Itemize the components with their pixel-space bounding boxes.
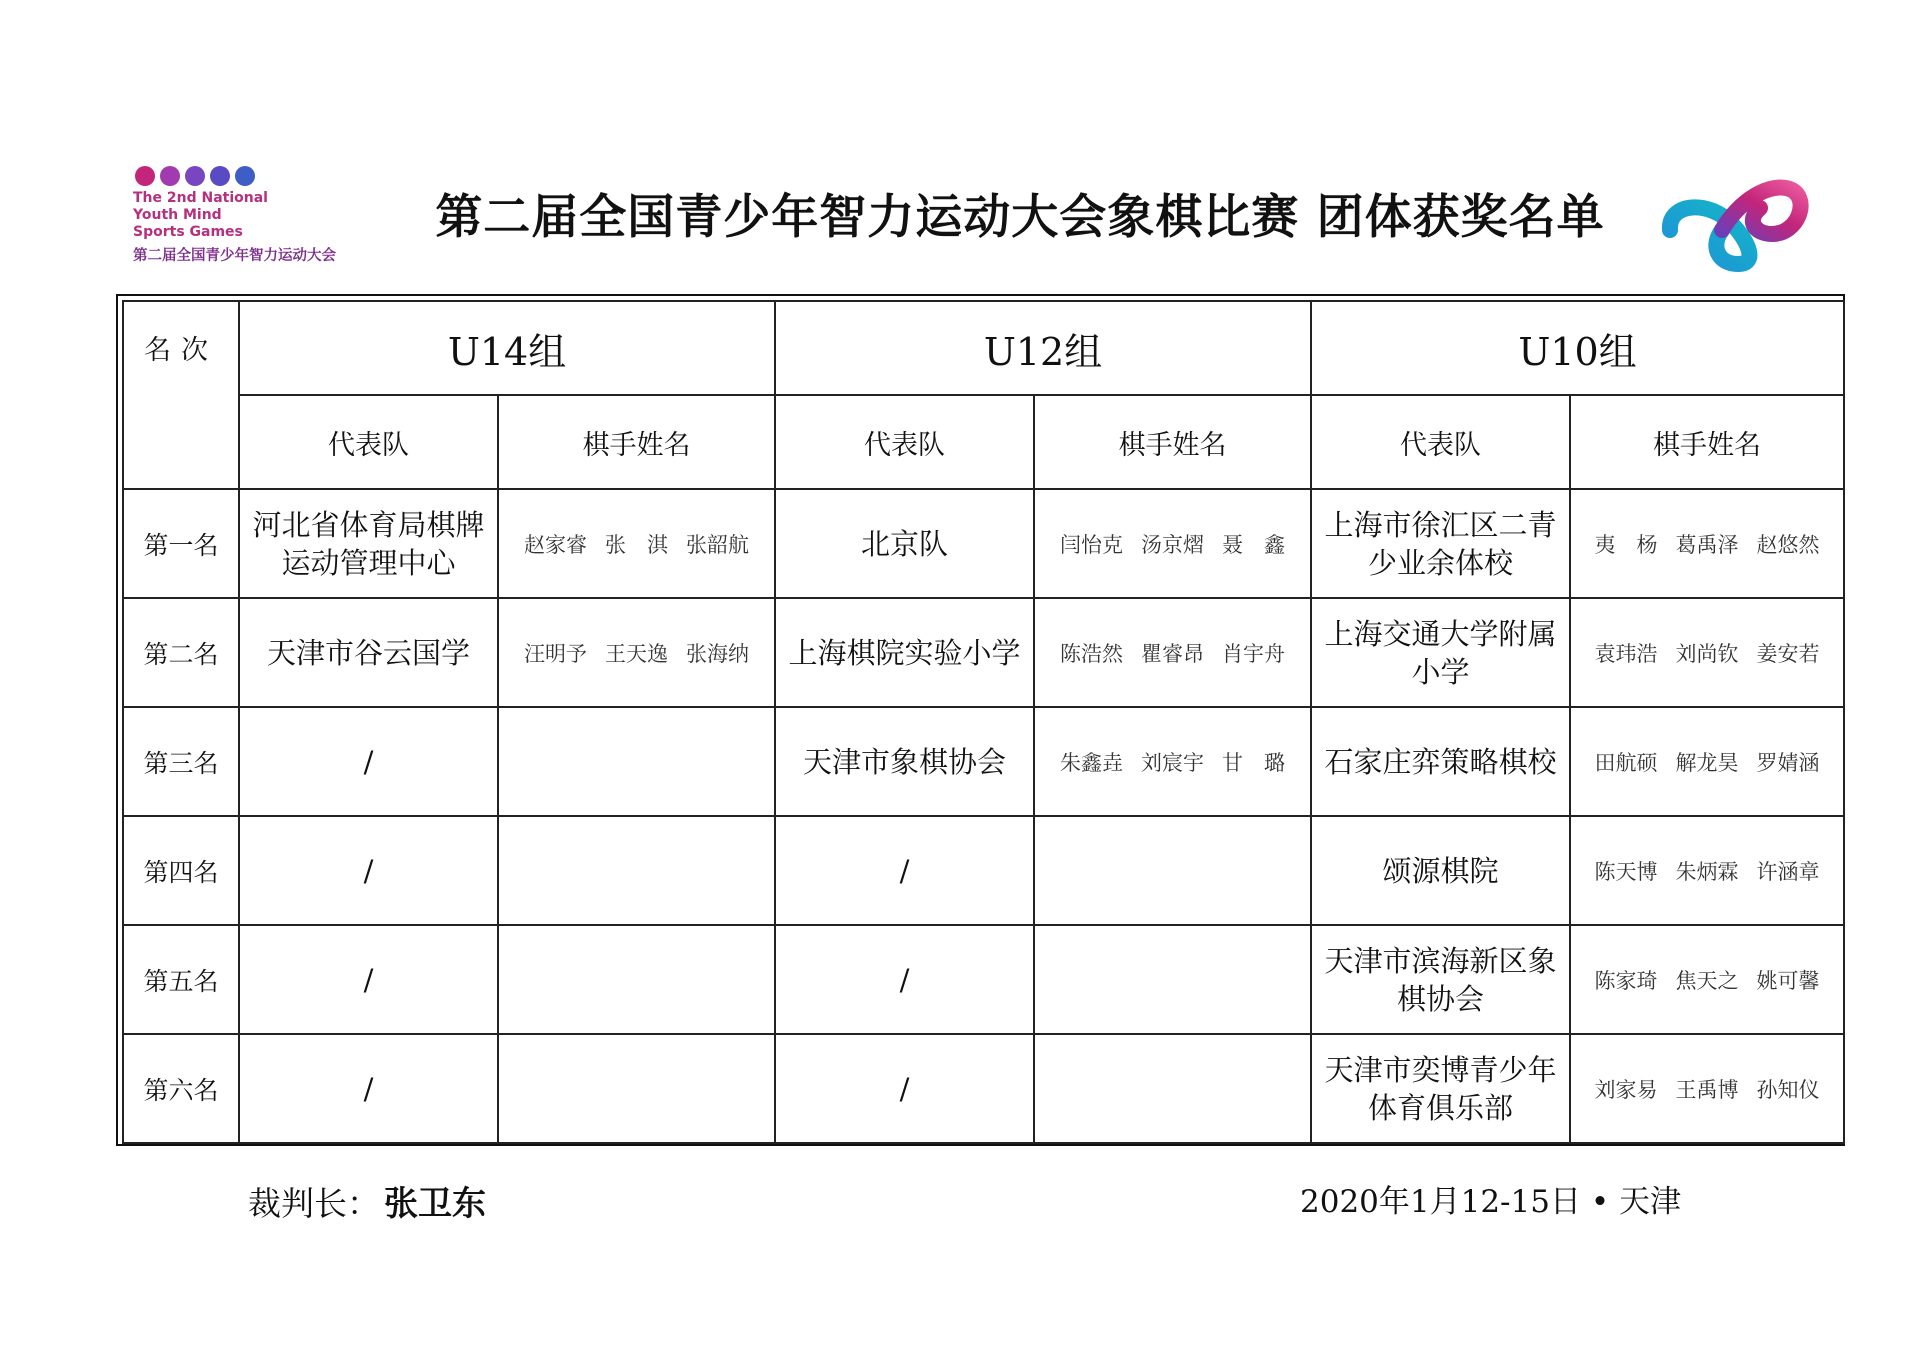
players-cell [498, 707, 775, 816]
player-name: 许涵章 [1756, 859, 1820, 884]
players-cell [1034, 598, 1311, 707]
group-header-row [123, 301, 1844, 395]
team-header: 代表队 [239, 395, 498, 489]
referee-label: 裁判长： [248, 1184, 380, 1223]
player-name: 刘家易 [1594, 1077, 1658, 1102]
player-name: 朱炳霖 [1675, 859, 1739, 884]
event-date-place: 2020年1月12-15日 • 天津 [1300, 1184, 1681, 1220]
team-cell: 北京队 [775, 489, 1034, 598]
players-cell [498, 598, 775, 707]
players-cell [1034, 925, 1311, 1034]
player-name: 瞿睿昂 [1141, 641, 1205, 666]
referee-name: 张卫东 [384, 1184, 486, 1224]
player-name: 罗婧涵 [1756, 750, 1820, 775]
games-logo [133, 166, 393, 286]
team-cell: 上海交通大学附属小学 [1311, 598, 1570, 707]
rank-cell: 第六名 [123, 1034, 239, 1143]
table-row [123, 816, 1844, 925]
player-name: 孙知仪 [1756, 1077, 1820, 1102]
player-name: 姚可馨 [1756, 968, 1820, 993]
players-cell [1034, 707, 1311, 816]
player-name: 汤京熠 [1141, 532, 1205, 557]
team-cell: 天津市奕博青少年体育俱乐部 [1311, 1034, 1570, 1143]
team-cell: / [775, 816, 1034, 925]
players-cell [1570, 598, 1844, 707]
group-header-u12: U12组 [775, 301, 1311, 395]
rank-header: 名次 [123, 301, 239, 489]
team-cell: 河北省体育局棋牌运动管理中心 [239, 489, 498, 598]
player-name: 田航硕 [1594, 750, 1658, 775]
player-name: 葛禹泽 [1675, 532, 1739, 557]
players-cell [1034, 489, 1311, 598]
player-name: 王天逸 [605, 641, 668, 666]
team-cell: 天津市滨海新区象棋协会 [1311, 925, 1570, 1034]
players-cell [1570, 1034, 1844, 1143]
rank-cell: 第二名 [123, 598, 239, 707]
player-name: 陈家琦 [1594, 968, 1658, 993]
infinity-emblem-svg [1660, 172, 1810, 272]
players-cell [498, 925, 775, 1034]
chief-referee [248, 1176, 486, 1225]
rank-cell: 第一名 [123, 489, 239, 598]
player-name: 闫怡克 [1060, 532, 1124, 557]
player-name: 聂 鑫 [1222, 532, 1286, 557]
player-name: 解龙昊 [1675, 750, 1739, 775]
team-cell: / [775, 1034, 1034, 1143]
rank-cell: 第三名 [123, 707, 239, 816]
team-cell: / [239, 925, 498, 1034]
player-name: 陈天博 [1594, 859, 1658, 884]
table-row [123, 925, 1844, 1034]
logo-dot-icon [235, 166, 255, 186]
team-cell: 石家庄弈策略棋校 [1311, 707, 1570, 816]
award-table-frame [116, 294, 1845, 1146]
award-table [122, 300, 1845, 1144]
logo-dot-icon [185, 166, 205, 186]
players-cell [498, 489, 775, 598]
player-name: 袁玮浩 [1594, 641, 1658, 666]
player-name: 刘尚钦 [1675, 641, 1739, 666]
sub-header-row [123, 395, 1844, 489]
players-cell [1570, 707, 1844, 816]
logo-chinese-text: 第二届全国青少年智力运动大会 [133, 248, 336, 264]
team-cell: 天津市象棋协会 [775, 707, 1034, 816]
rank-cell: 第四名 [123, 816, 239, 925]
player-name: 姜安若 [1756, 641, 1820, 666]
team-cell: / [239, 816, 498, 925]
table-row [123, 489, 1844, 598]
player-header: 棋手姓名 [1570, 395, 1844, 489]
player-name: 陈浩然 [1060, 641, 1124, 666]
player-name: 焦天之 [1675, 968, 1739, 993]
infinity-emblem-icon [1660, 172, 1810, 276]
table-row [123, 1034, 1844, 1143]
players-cell [1034, 816, 1311, 925]
team-header: 代表队 [1311, 395, 1570, 489]
table-row [123, 598, 1844, 707]
logo-line3: Sports Games [133, 224, 243, 240]
logo-dot-icon [210, 166, 230, 186]
players-cell [1570, 816, 1844, 925]
player-name: 朱鑫垚 [1060, 750, 1124, 775]
team-cell: / [239, 707, 498, 816]
rank-cell: 第五名 [123, 925, 239, 1034]
player-name: 张 淇 [605, 532, 668, 557]
logo-english-text [133, 190, 393, 241]
player-name: 赵家睿 [524, 532, 587, 557]
team-cell: 天津市谷云国学 [239, 598, 498, 707]
logo-dot-icon [160, 166, 180, 186]
team-cell: / [775, 925, 1034, 1034]
logo-line2: Youth Mind [133, 207, 222, 223]
player-name: 王禹博 [1675, 1077, 1739, 1102]
players-cell [1570, 925, 1844, 1034]
player-name: 刘宸宇 [1141, 750, 1205, 775]
group-header-u14: U14组 [239, 301, 775, 395]
player-name: 甘 璐 [1222, 750, 1286, 775]
player-header: 棋手姓名 [1034, 395, 1311, 489]
player-name: 夷 杨 [1594, 532, 1658, 557]
player-header: 棋手姓名 [498, 395, 775, 489]
team-cell: / [239, 1034, 498, 1143]
players-cell [1570, 489, 1844, 598]
team-cell: 颂源棋院 [1311, 816, 1570, 925]
player-name: 张海纳 [686, 641, 749, 666]
logo-dots [135, 166, 393, 186]
table-row [123, 707, 1844, 816]
player-name: 赵悠然 [1756, 532, 1820, 557]
team-cell: 上海棋院实验小学 [775, 598, 1034, 707]
players-cell [498, 1034, 775, 1143]
logo-line1: The 2nd National [133, 190, 268, 206]
players-cell [1034, 1034, 1311, 1143]
player-name: 肖宇舟 [1222, 641, 1286, 666]
page-title: 第二届全国青少年智力运动大会象棋比赛 团体获奖名单 [435, 190, 1605, 245]
team-header: 代表队 [775, 395, 1034, 489]
logo-dot-icon [135, 166, 155, 186]
player-name: 汪明予 [524, 641, 587, 666]
group-header-u10: U10组 [1311, 301, 1844, 395]
player-name: 张韶航 [686, 532, 749, 557]
players-cell [498, 816, 775, 925]
team-cell: 上海市徐汇区二青少业余体校 [1311, 489, 1570, 598]
award-rows [123, 489, 1844, 1143]
